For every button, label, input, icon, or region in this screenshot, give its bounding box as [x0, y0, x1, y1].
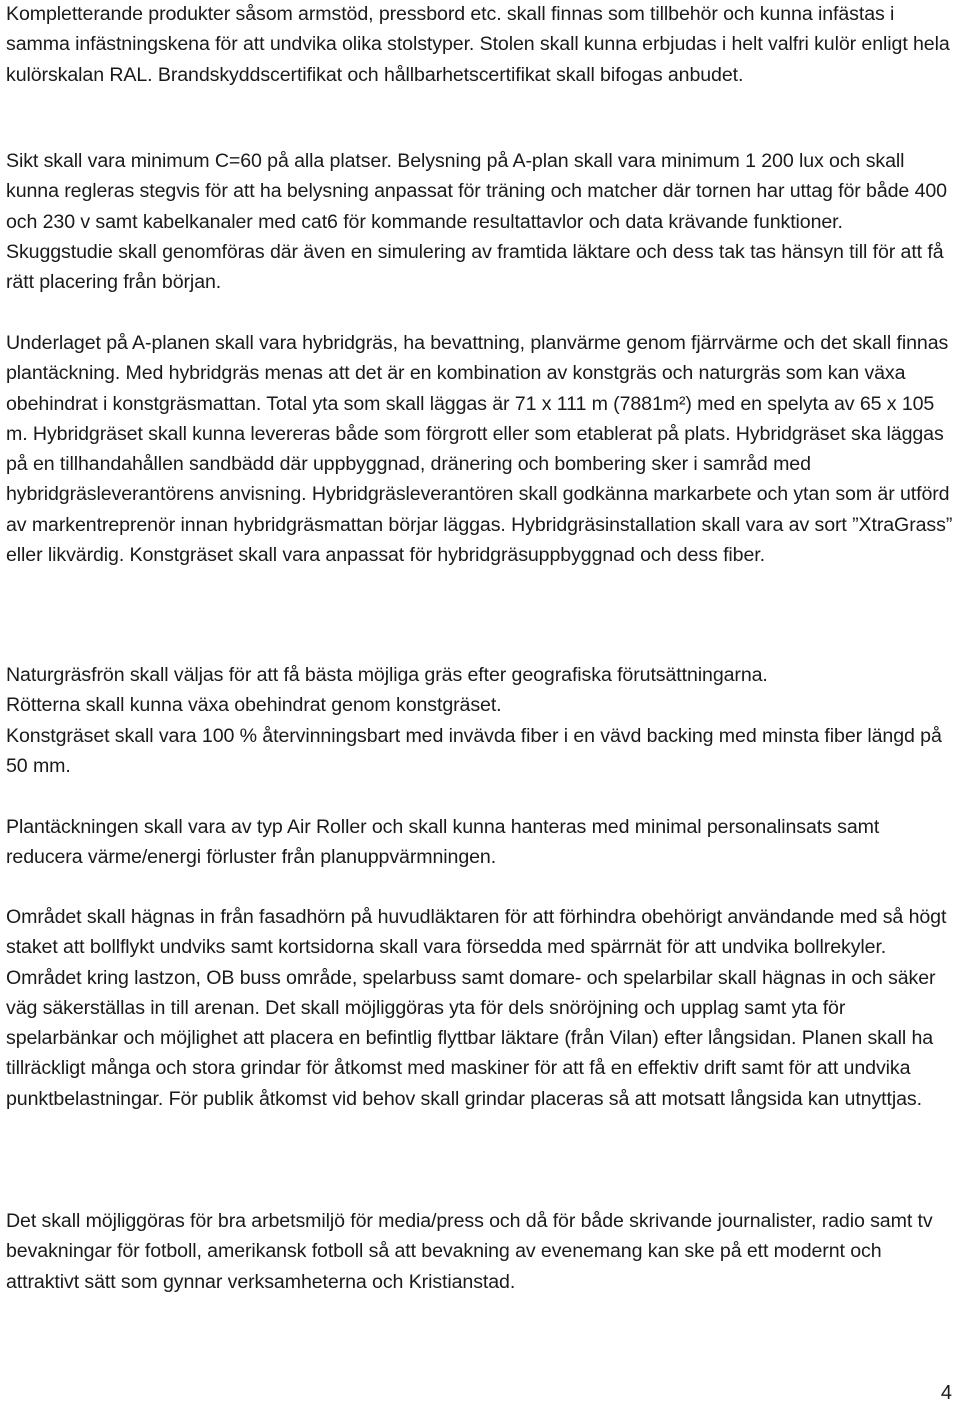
sentence-artificial-turf: Konstgräset skall vara 100 % återvinningsbart med invävda fiber i en vävd backing med minsta fiber längd på 50 mm. [6, 724, 942, 777]
paragraph-sightlines-lighting: Sikt skall vara minimum C=60 på alla platser. Belysning på A-plan skall vara minimum 1 200 lux och skall kunna regleras stegvis för att ha belysning anpassat för träning och matcher där tornen har uttag för både 400 och 230 v samt kabelkanaler med cat6 för kommande resultattavlor och data krävande funktioner. Skuggstudie skall genomföras där även en simulering av framtida läktare och dess tak tas hänsyn till för att få rätt placering från början. [6, 150, 947, 294]
paragraph-hybrid-grass: Underlaget på A-planen skall vara hybridgräs, ha bevattning, planvärme genom fjärrvärme och det skall finnas plantäckning. Med hybridgräs menas att det är en kombination av konstgräs och naturgräs som kan växa obehindrat i konstgräsmattan. Total yta som skall läggas är 71 x 111 m (7881m²) med en spelyta av 65 x 105 m. Hybridgräset skall kunna levereras både som förgrott eller som etablerat på plats. Hybridgräset ska läggas på en tillhandahållen sandbädd där uppbyggnad, dränering och bombering sker i samråd med hybridgräsleverantörens anvisning. Hybridgräsleverantören skall godkänna markarbete och ytan som är utförd av markentreprenör innan hybridgräsmattan börjar läggas. Hybridgräsinstallation skall vara av sort ”XtraGrass” eller likvärdig. Konstgräset skall vara anpassat för hybridgräsuppbyggnad och dess fiber. [6, 332, 953, 567]
sentence-grass-seeds: Naturgräsfrön skall väljas för att få bästa möjliga gräs efter geografiska förutsättningarna. [6, 664, 768, 686]
paragraph-fencing: Området skall hägnas in från fasadhörn på huvudläktaren för att förhindra obehörigt användande med så högt staket att bollflykt undviks samt kortsidorna skall vara försedda med spärrnät för att undvika bollrekyler. Området kring lastzon, OB buss område, spelarbuss samt domare- och spelarbilar skall hägnas in och säker väg säkerställas in till arenan. Det skall möjliggöras yta för dels snöröjning och upplag samt yta för spelarbänkar och möjlighet att placera en befintlig flyttbar läktare (från Vilan) efter långsidan. Planen skall ha tillräckligt många och stora grindar för åtkomst med maskiner för att få en effektiv drift samt för att undvika punktbelastningar. För publik åtkomst vid behov skall grindar placeras så att motsatt långsida kan utnyttjas. [6, 906, 947, 1110]
paragraph-chair-accessories: Kompletterande produkter såsom armstöd, pressbord etc. skall finnas som tillbehör och kunna infästas i samma infästningskena för att undvika olika stolstyper. Stolen skall kunna erbjudas i helt valfri kulör enligt hela kulörskalan RAL. Brandskyddscertifikat och hållbarhetscertifikat skall bifogas anbudet. [6, 3, 950, 86]
paragraph-natural-grass [6, 660, 954, 781]
paragraph-pitch-cover: Plantäckningen skall vara av typ Air Roller och skall kunna hanteras med minimal personalinsats samt reducera värme/energi förluster från planuppvärmningen. [6, 816, 880, 869]
sentence-roots: Rötterna skall kunna växa obehindrat genom konstgräset. [6, 694, 502, 717]
paragraph-media-press: Det skall möjliggöras för bra arbetsmiljö för media/press och då för både skrivande journalister, radio samt tv bevakningar för fotboll, amerikansk fotboll så att bevakning av evenemang kan ske på ett modernt och attraktivt sätt som gynnar verksamheterna och Kristianstad. [6, 1210, 933, 1293]
page-number: 4 [940, 1382, 952, 1404]
